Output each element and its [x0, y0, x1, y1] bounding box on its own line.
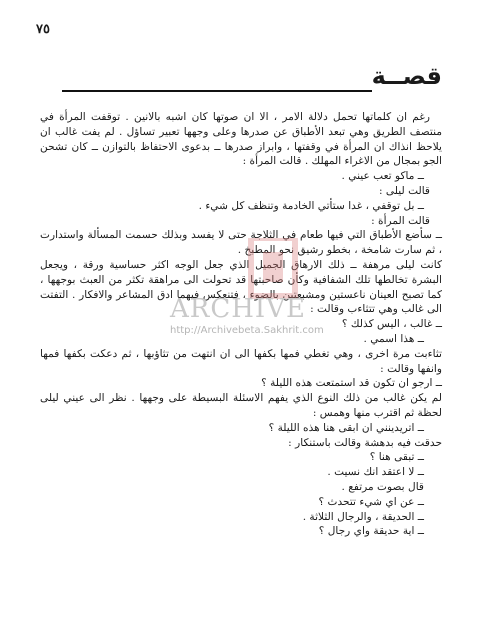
paragraph: تثاءبت مرة اخرى ، وهي تغطي فمها بكفها الى ان انتهت من تثاؤبها ، ثم دعكت بكفها فمها وانفها وقالت :: [40, 347, 442, 375]
narration-line: حدقت فيه بدهشة وقالت باستنكار :: [288, 436, 442, 449]
dialog-line: ــ لا اعتقد انك نسيت .: [327, 466, 424, 479]
page-number: ٧٥: [36, 22, 50, 37]
dialog-line: ــ غالب ، اليس كذلك ؟: [341, 318, 442, 331]
story-body: [40, 110, 442, 539]
paragraph: كانت ليلى مرهفة ــ ذلك الارهاق الجميل الذي جعل الوجه اكثر حساسية ورقة ، ويجعل البشرة تخالطها تلك الشفافية وكأن صاحبتها قد تحولت الى مراهقة تكثر من العبث بوجهها ، كما تصبح العينان ناعستين ومشبعتين بالضوء ، فتنعكس فيهما ادق المشاعر والافكار . التفتت الى غالب وهي تتثاءب وقالت :: [40, 258, 442, 316]
dialog-line: ــ الحديقة ، والرجال الثلاثة .: [302, 510, 424, 523]
dialog-line: ــ اية حديقة واي رجال ؟: [318, 525, 424, 538]
dialog-line: ــ بل توقفي ، غدا ستأتي الخادمة وتنظف كل شيء .: [198, 199, 424, 212]
watermark-brand: ARCHIVE: [170, 294, 306, 324]
dialog-line: ــ ارجو ان تكون قد استمتعت هذه الليلة ؟: [261, 377, 442, 390]
narration-line: قال بصوت مرتفع .: [341, 480, 424, 493]
dialog-line: ــ عن اي شيء تتحدث ؟: [318, 495, 424, 508]
narration-line: قالت ليلى :: [379, 184, 430, 197]
header-rule: [62, 90, 372, 92]
narration-line: قالت المرأة :: [371, 214, 430, 227]
dialog-line: ــ اتريدينني ان ابقى هنا هذه الليلة ؟: [268, 421, 424, 434]
dialog-line: ــ تبقى هنا ؟: [369, 451, 424, 464]
dialog-line: ــ هذا اسمي .: [363, 332, 424, 345]
watermark-url: http://Archivebeta.Sakhrit.com: [170, 325, 324, 336]
paragraph: ــ سأضع الأطباق التي فيها طعام في الثلاجة حتى لا يفسد وبذلك حسمت المسألة واستدارت ، ثم سارت شامخة ، بخطو رشيق نحو المطبخ .: [40, 229, 442, 257]
dialog-line: ــ ماكو تعب عيني .: [341, 170, 424, 183]
page-title: قصــة: [371, 62, 442, 90]
story-header: [62, 62, 442, 96]
paragraph: لم يكن غالب من ذلك النوع الذي يفهم الاسئلة البسيطة على وجهها . نظر الى عيني ليلى لحظة ثم اقترب منها وهمس :: [40, 392, 442, 419]
paragraph: رغم ان كلماتها تحمل دلالة الامر ، الا ان صوتها كان اشبه بالانين . توقفت المرأة في منتصف الطريق وهي تبعد الأطباق عن صدرها وعلى وجهها تعبير تساؤل . لم يفت غالب ان يلاحظ انذاك ان المرأة في وقفتها ، وابراز صدرها ــ بدعوى الاحتفاظ بالتوازن ــ كان تشحن الجو بمجال من الاغراء المهلك . قالت المرأة :: [40, 111, 442, 168]
